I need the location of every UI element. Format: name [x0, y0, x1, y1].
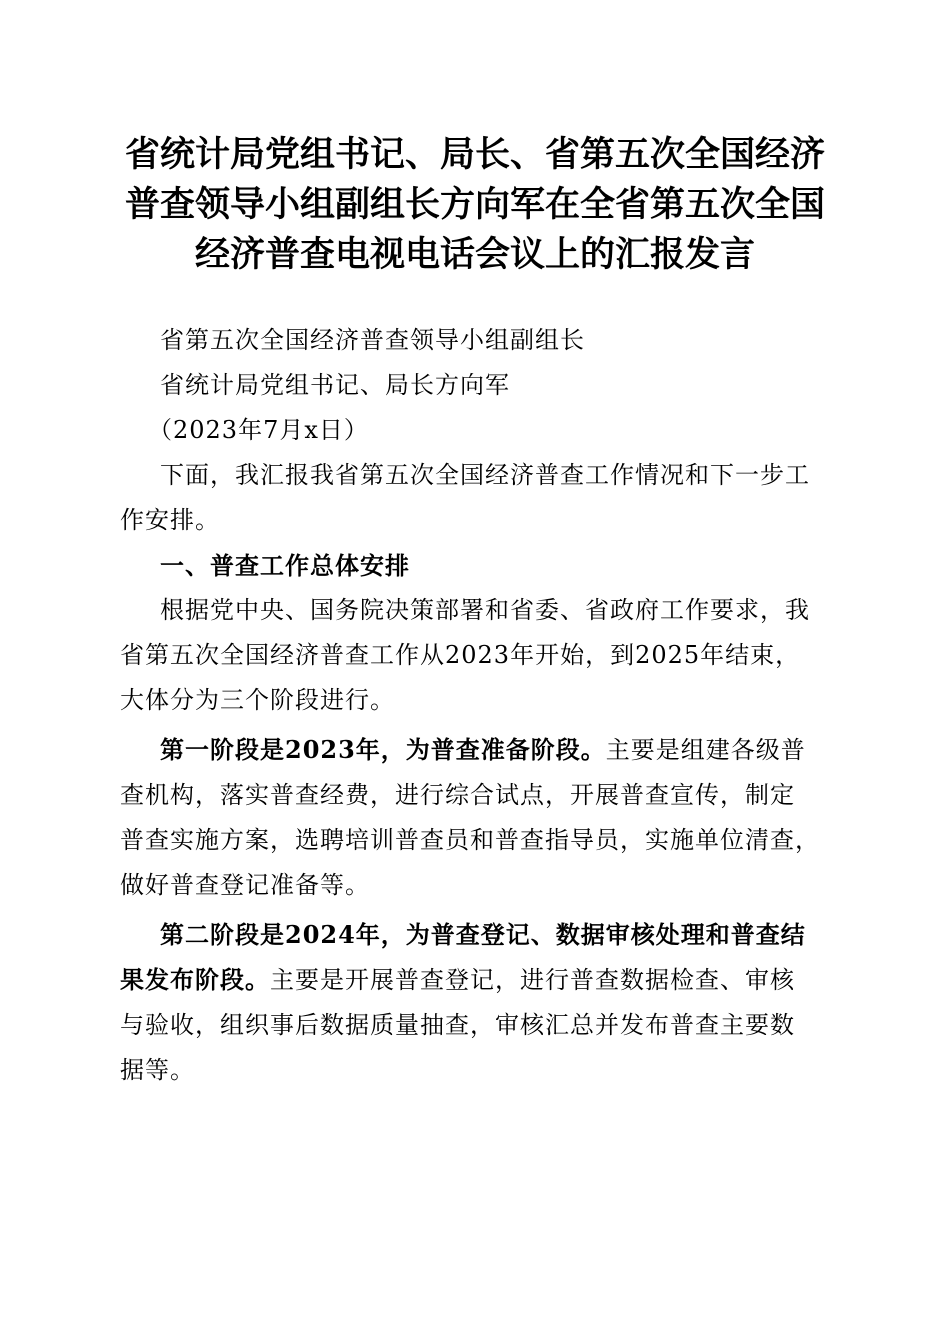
speaker-position: 省第五次全国经济普查领导小组副组长 [160, 326, 585, 354]
overview-line-1: 根据党中央、国务院决策部署和省委、省政府工作要求，我 [160, 596, 810, 624]
speech-date: （2023年7月x日） [148, 416, 369, 444]
stage-1-lead: 第一阶段是2023年，为普查准备阶段。 [160, 735, 606, 764]
intro-paragraph [120, 453, 840, 543]
stage-1-line-3: 普查实施方案，选聘培训普查员和普查指导员，实施单位清查， [120, 826, 820, 854]
section-heading-1: 一、普查工作总体安排 [160, 551, 410, 580]
title-line-1: 省统计局党组书记、局长、省第五次全国经济 [124, 134, 825, 175]
intro-line-2: 作安排。 [120, 506, 220, 534]
overview-line-2: 省第五次全国经济普查工作从2023年开始，到2025年结束， [120, 641, 801, 669]
stage-1-line-4: 做好普查登记准备等。 [120, 871, 370, 899]
stage-2-line-4: 据等。 [120, 1056, 195, 1084]
stage-2-line-1: 第二阶段是2024年，为普查登记、数据审核处理和普查结 [160, 920, 806, 949]
title-line-3: 经济普查电视电话会议上的汇报发言 [194, 234, 755, 275]
title-line-2: 普查领导小组副组长方向军在全省第五次全国 [124, 184, 825, 225]
overview-line-3: 大体分为三个阶段进行。 [120, 686, 395, 714]
stage-1-line-2: 查机构，落实普查经费，进行综合试点，开展普查宣传，制定 [120, 781, 795, 809]
stage-2-lead-end: 果发布阶段。 [120, 965, 270, 994]
stage-1-line-1 [120, 727, 840, 773]
stage-1-paragraph [120, 727, 840, 908]
document-body [120, 318, 840, 1093]
stage-2-line-3: 与验收，组织事后数据质量抽查，审核汇总并发布普查主要数 [120, 1011, 795, 1039]
speaker-name: 省统计局党组书记、局长方向军 [160, 371, 510, 399]
overview-paragraph [120, 588, 840, 723]
stage-2-paragraph [120, 912, 840, 1093]
stage-2-line-2 [120, 957, 840, 1003]
stage-1-rest: 主要是组建各级普 [605, 736, 806, 764]
document-title [100, 130, 850, 280]
intro-line-1: 下面，我汇报我省第五次全国经济普查工作情况和下一步工 [160, 461, 810, 489]
stage-2-rest: 主要是开展普查登记，进行普查数据检查、审核 [270, 966, 795, 994]
